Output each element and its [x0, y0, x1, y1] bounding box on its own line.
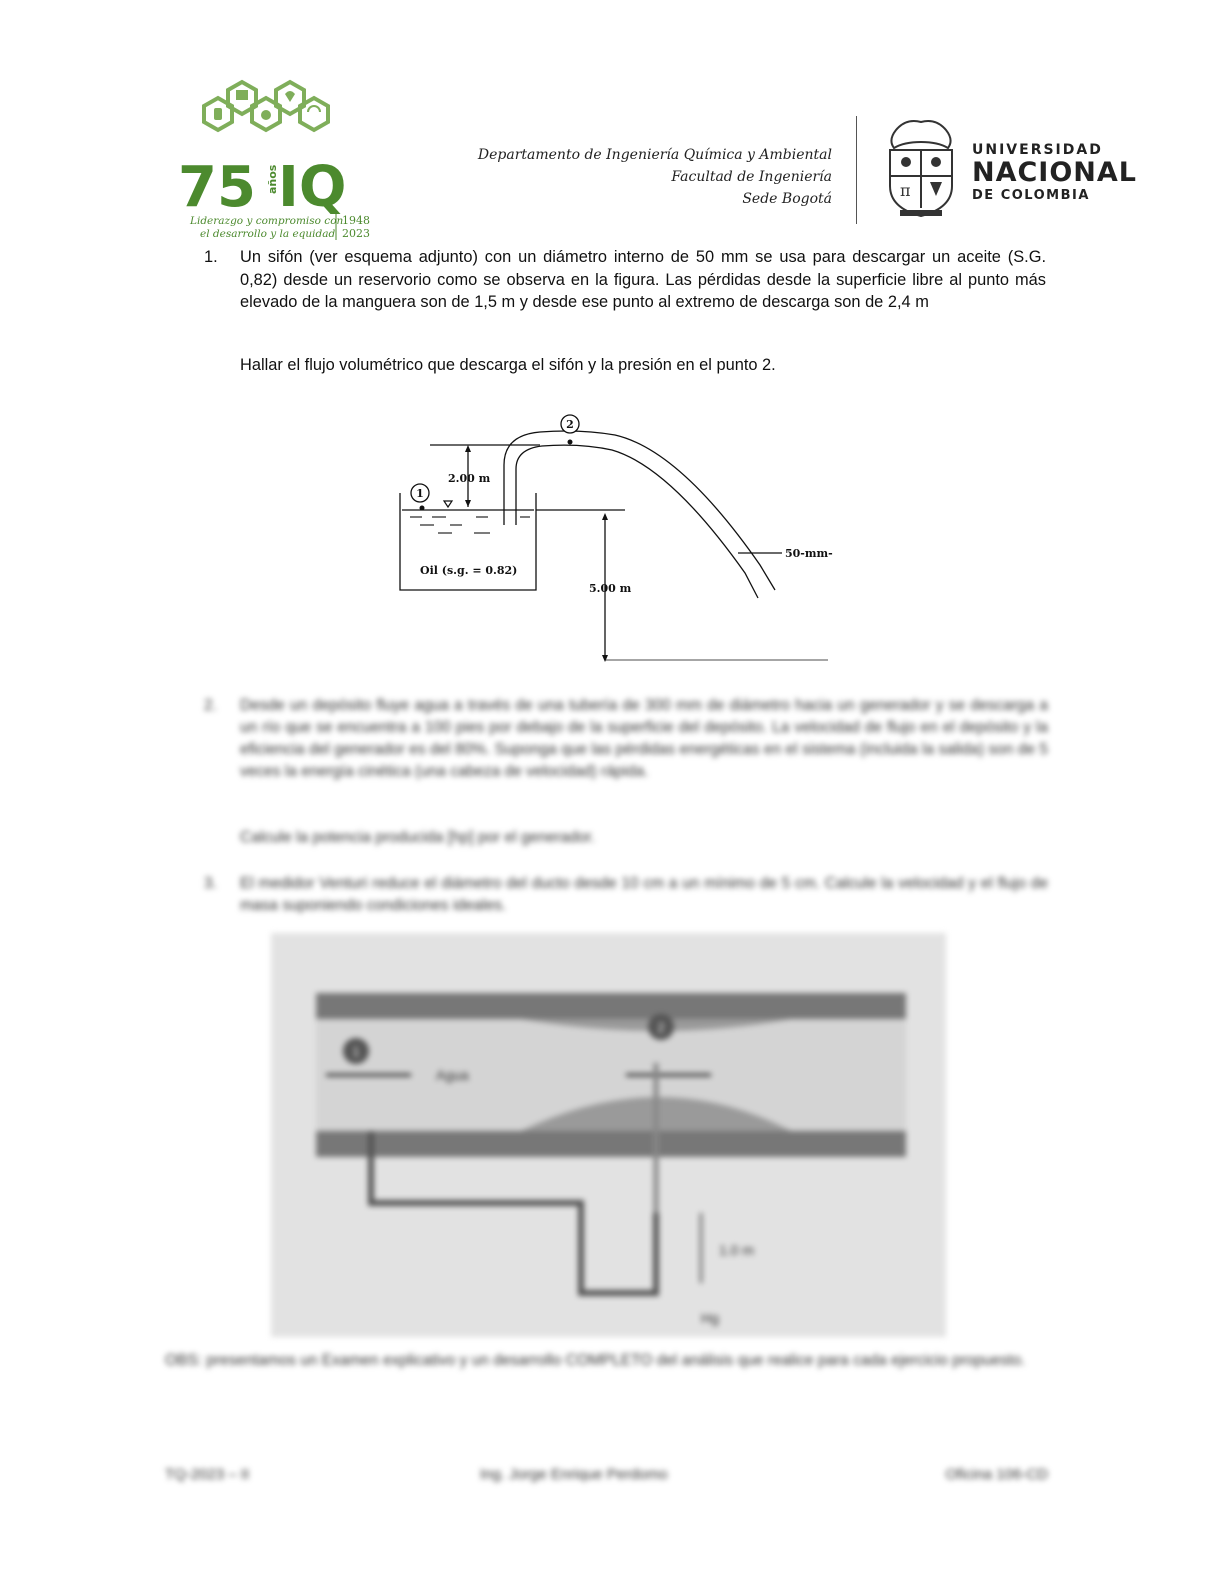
department-name: Departamento de Ingeniería Química y Ambiental — [477, 147, 832, 163]
footer-left: TQ-2023 – II — [165, 1466, 250, 1483]
figure3-hg-label: Hg — [701, 1310, 719, 1326]
department-block — [478, 144, 832, 210]
question-3 — [204, 873, 1048, 917]
logo-tagline-1: Liderazgo y compromiso con — [190, 215, 344, 227]
figure3-flow-label: Agua — [436, 1067, 469, 1083]
svg-text:π: π — [900, 181, 911, 200]
question-3-number: 3. — [204, 875, 217, 892]
logo-tagline-2: el desarrollo y la equidad — [200, 228, 336, 240]
logo-year-end: 2023 — [342, 227, 370, 240]
university-line-3: DE COLOMBIA — [972, 188, 1090, 203]
question-2 — [204, 695, 1048, 783]
observation-note: OBS: presentamos un Examen explicativo y un desarrollo COMPLETO del análisis que realice para cada ejercicio propuesto. — [165, 1352, 1026, 1369]
university-shield-icon — [880, 116, 962, 224]
question-2-number: 2. — [204, 697, 217, 714]
question-1 — [204, 246, 1046, 314]
figure3-point-2: 2 — [657, 1020, 665, 1035]
question-1-text: Un sifón (ver esquema adjunto) con un diámetro interno de 50 mm se usa para descargar un aceite (S.G. 0,82) desde un reservorio como se observa en la figura. Las pérdidas desde la superficie libre al punto más elevado de la manguera son de 1,5 m y desde ese punto al extremo de descarga son de 2,4 m — [240, 248, 1046, 311]
university-line-1: UNIVERSIDAD — [972, 142, 1103, 158]
header-divider — [856, 116, 857, 224]
question-2-ask: Calcule la potencia producida [hp] por el generador. — [240, 829, 596, 846]
footer-center: Ing. Jorge Enrique Perdomo — [480, 1466, 668, 1483]
question-2-text: Desde un depósito fluye agua a través de una tubería de 300 mm de diámetro hacia un generador y se descarga a un río que se encuentra a 100 pies por debajo de la superficie del depósito. La velocidad de flujo en el depósito y la eficiencia del generador es del 80%. Suponga que las pérdidas energéticas en el sistema (incluida la salida) son de 5 veces la energía cinética (una cabeza de velocidad) rápida. — [240, 697, 1048, 780]
figure1-point-2: 2 — [566, 418, 574, 431]
figure1-pipe-label: 50-mm- — [785, 547, 833, 560]
venturi-figure — [271, 933, 946, 1337]
figure3-gap-label: 1.0 m — [719, 1242, 755, 1258]
university-line-2: NACIONAL — [972, 157, 1138, 188]
question-1-ask: Hallar el flujo volumétrico que descarga el sifón y la presión en el punto 2. — [240, 356, 776, 374]
logo-year-start: 1948 — [342, 214, 370, 227]
figure1-fluid-label: Oil (s.g. = 0.82) — [420, 564, 518, 577]
logo-unit: años — [266, 164, 279, 194]
campus-name: Sede Bogotá — [742, 191, 832, 207]
logo-number: 75 — [178, 155, 256, 220]
siphon-figure — [380, 405, 850, 675]
page-footer — [165, 1466, 1048, 1490]
iq-75-anniversary-logo — [178, 78, 378, 243]
question-1-number: 1. — [204, 248, 218, 266]
figure1-drop-label: 5.00 m — [589, 582, 632, 595]
figure3-point-1: 1 — [352, 1044, 360, 1059]
faculty-name: Facultad de Ingeniería — [671, 169, 832, 185]
figure1-height-label: 2.00 m — [448, 472, 491, 485]
logo-letters: IQ — [278, 155, 347, 220]
university-wordmark — [972, 142, 1137, 203]
question-3-text: El medidor Venturi reduce el diámetro del ducto desde 10 cm a un mínimo de 5 cm. Calcule la velocidad y el flujo de masa suponiendo condiciones ideales. — [240, 875, 1048, 914]
figure1-point-1: 1 — [416, 487, 424, 500]
footer-right: Oficina 106-CD — [945, 1466, 1048, 1483]
